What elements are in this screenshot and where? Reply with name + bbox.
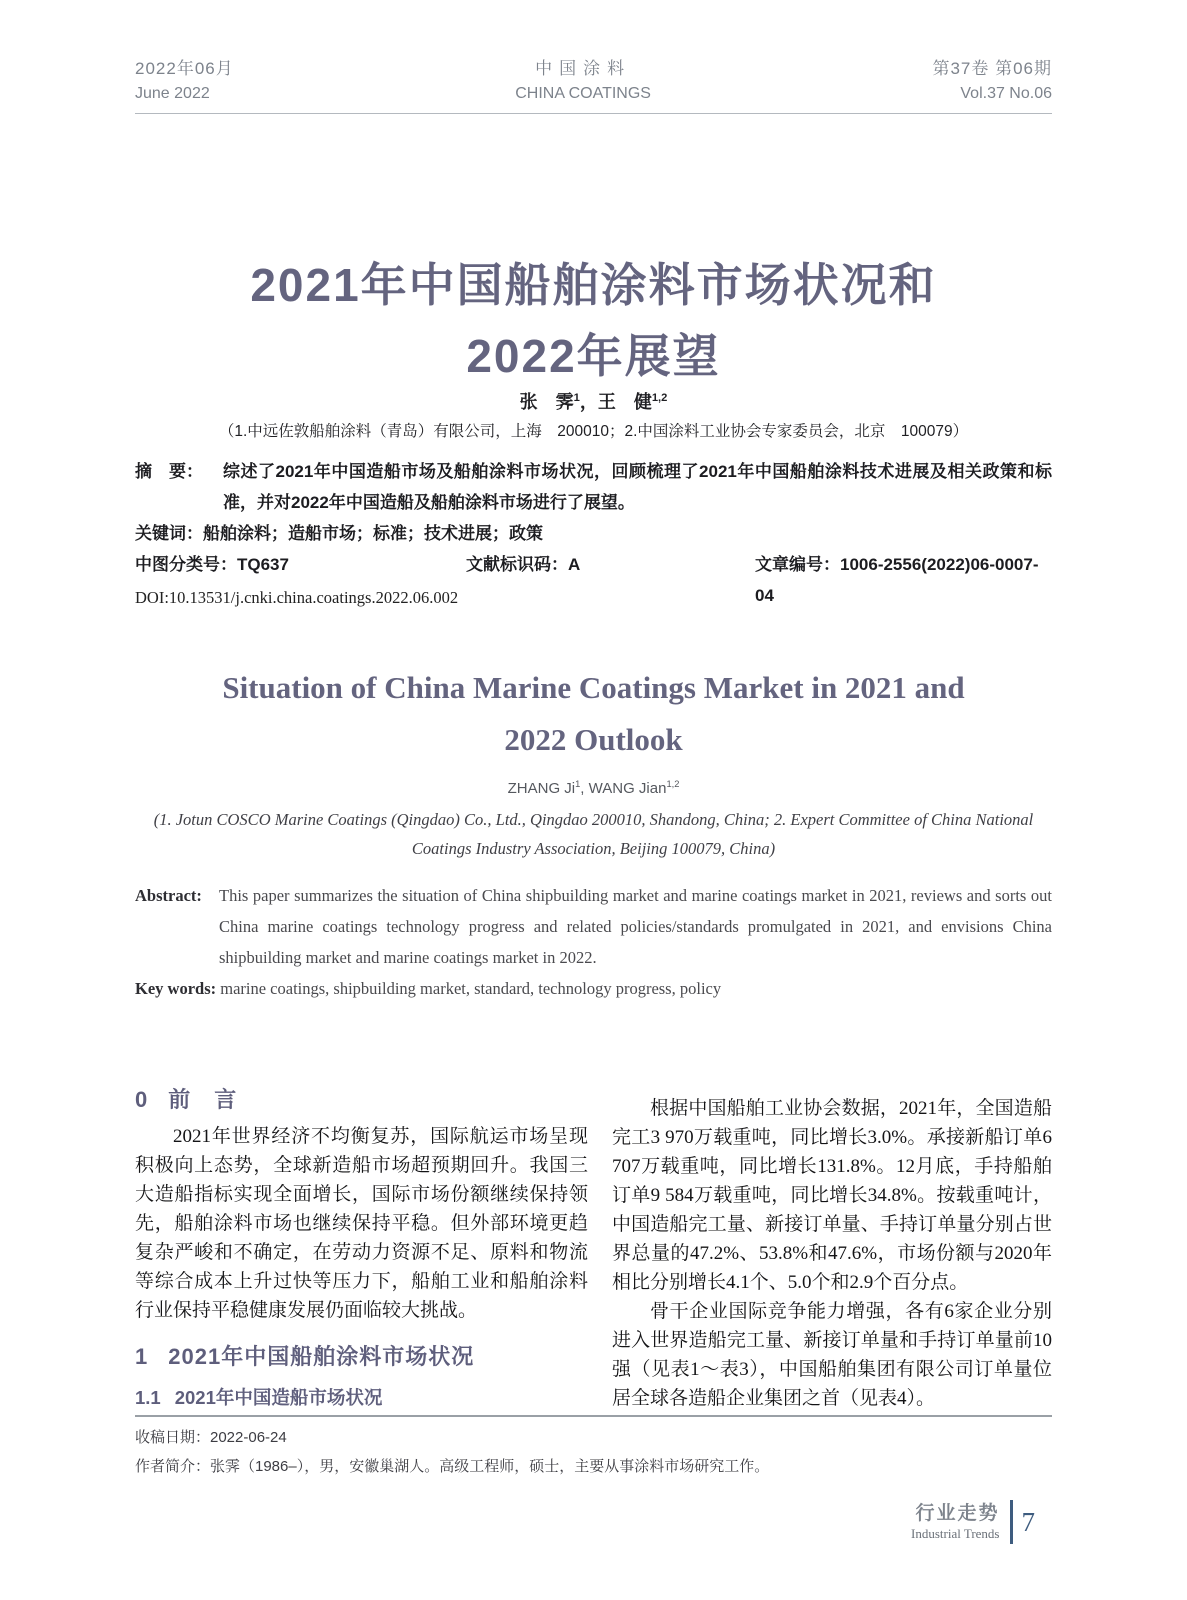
author-en-2-affmark: 1,2 (666, 779, 680, 789)
keywords-en (135, 973, 1052, 1004)
date-en: June 2022 (135, 85, 210, 102)
keywords-zh (135, 518, 1052, 549)
section-1-heading (135, 1341, 588, 1372)
author-en-1: ZHANG Ji (507, 780, 576, 797)
article-title-zh (0, 250, 1187, 392)
column-name-zh: 行业走势 (915, 1503, 1000, 1524)
keywords-en-text: marine coatings, shipbuilding market, standard, technology progress, policy (220, 979, 722, 998)
section-0-heading (135, 1084, 588, 1115)
abstract-en (135, 880, 1052, 973)
section-1-title: 2021年中国船舶涂料市场状况 (168, 1344, 475, 1369)
running-head-date (135, 56, 234, 106)
shipbuilding-data-paragraph: 根据中国船舶工业协会数据，2021年，全国造船完工3 970万载重吨，同比增长3.0%。承接新船订单6 707万载重吨，同比增长131.8%。12月底，手持船舶订单9 584万载重吨，同比增长34.8%。按载重吨计，中国造船完工量、新接订单量、手持订单量分别占世界总量的47.2%、53.8%和47.6%，市场份额与2020年相比分别增长4.1个、5.0个和2.9个百分点。 (612, 1098, 1052, 1293)
section-1-1-heading (135, 1385, 588, 1411)
article-title-en (135, 662, 1052, 766)
issue-en: Vol.37 No.06 (960, 85, 1052, 102)
abstract-zh (135, 456, 1052, 518)
running-head-issue (932, 56, 1052, 106)
article-title-en-line2: 2022 Outlook (504, 722, 683, 757)
author-en-1-affmark: 1 (575, 779, 581, 789)
abstract-en-label: Abstract: (135, 886, 202, 905)
abstract-en-hang (135, 880, 1052, 973)
abstract-block-zh (135, 456, 1052, 613)
author-separator: ， (579, 392, 598, 412)
article-title-zh-line1: 2021年中国船舶涂料市场状况和 (250, 259, 937, 311)
abstract-zh-text: 综述了2021年中国造船市场及船舶涂料市场状况，回顾梳理了2021年中国船舶涂料技术进展及相关政策和标准，并对2022年中国造船及船舶涂料市场进行了展望。 (223, 462, 1052, 512)
date-zh: 2022年06月 (135, 59, 234, 78)
issue-zh: 第37卷 第06期 (932, 59, 1052, 78)
key-enterprises-paragraph: 骨干企业国际竞争能力增强，各有6家企业分别进入世界造船完工量、新接订单量和手持订单量前10强（见表1～表3），中国船舶集团有限公司订单量位居全球各造船企业集团之首（见表4）。 (612, 1301, 1052, 1409)
author-bio: 作者简介：张霁（1986–），男，安徽巢湖人。高级工程师，硕士，主要从事涂料市场研究工作。 (135, 1458, 770, 1475)
affiliation-zh: （1.中远佐敦船舶涂料（青岛）有限公司，上海 200010；2.中国涂料工业协会专家委员会，北京 100079） (218, 423, 969, 440)
document-code: 文献标识码：A (466, 555, 581, 574)
author-zh-2-affmark: 1,2 (651, 392, 668, 404)
affiliation-en: (1. Jotun COSCO Marine Coatings (Qingdao) Co., Ltd., Qingdao 200010, Shandong, China; 2. Expert Committee of China National Coatings Industry Association, Beijing 100079, China) (153, 810, 1034, 858)
author-en-2: WANG Jian (588, 780, 667, 797)
keywords-zh-text: 船舶涂料；造船市场；标准；技术进展；政策 (203, 524, 543, 543)
section-1-number: 1 (135, 1344, 149, 1369)
journal-name-zh: 中国涂料 (535, 59, 632, 78)
journal-name-en: CHINA COATINGS (515, 85, 651, 102)
left-column (135, 1084, 588, 1413)
article-id: 文章编号：1006-2556(2022)06-0007-04 (755, 555, 1039, 605)
article-title-zh-line2: 2022年展望 (466, 330, 721, 382)
authors-zh (0, 388, 1187, 414)
section-1-1-number: 1.1 (135, 1387, 161, 1408)
column-name-en: Industrial Trends (911, 1526, 1000, 1541)
author-en-separator: , (580, 780, 589, 797)
section-0-number: 0 (135, 1087, 149, 1112)
author-zh-2: 王 健 (597, 392, 652, 412)
page-number: 7 (1021, 1506, 1035, 1537)
page-footer (911, 1500, 1035, 1544)
abstract-en-text: This paper summarizes the situation of China shipbuilding market and marine coatings market in 2021, reviews and sorts out China marine coatings technology progress and related policies/standards promulgated in 2021, and envisions China shipbuilding market and marine coatings market in 2022. (219, 886, 1052, 967)
section-1-1-title: 2021年中国造船市场状况 (174, 1387, 383, 1408)
footer-divider-bar (1010, 1500, 1013, 1544)
received-date: 收稿日期：2022-06-24 (135, 1429, 287, 1446)
clc-number: 中图分类号：TQ637 (135, 555, 289, 574)
article-title-en-line1: Situation of China Marine Coatings Market in 2021 and (222, 670, 965, 705)
doi: DOI:10.13531/j.cnki.china.coatings.2022.06.002 (135, 588, 459, 607)
body-columns (135, 1084, 1052, 1413)
right-column (612, 1084, 1052, 1413)
abstract-zh-label: 摘 要： (135, 462, 203, 481)
running-head (135, 56, 1052, 114)
running-head-journal (515, 56, 651, 106)
english-block (135, 662, 1052, 1004)
keywords-en-label: Key words: (135, 979, 217, 998)
authors-en (135, 780, 1052, 797)
keywords-zh-label: 关键词： (135, 524, 203, 543)
author-zh-1-affmark: 1 (573, 392, 580, 404)
author-zh-1: 张 霁 (519, 392, 574, 412)
intro-paragraph: 2021年世界经济不均衡复苏，国际航运市场呈现积极向上态势，全球新造船市场超预期回升。我国三大造船指标实现全面增长，国际市场份额继续保持领先，船舶涂料市场也继续保持平稳。但外部环境更趋复杂严峻和不确定，在劳动力资源不足、原料和物流等综合成本上升过快等压力下，船舶工业和船舶涂料行业保持平稳健康发展仍面临较大挑战。 (135, 1126, 588, 1321)
column-name (911, 1502, 999, 1542)
footnote (135, 1415, 1052, 1481)
section-0-title: 前 言 (168, 1087, 238, 1112)
